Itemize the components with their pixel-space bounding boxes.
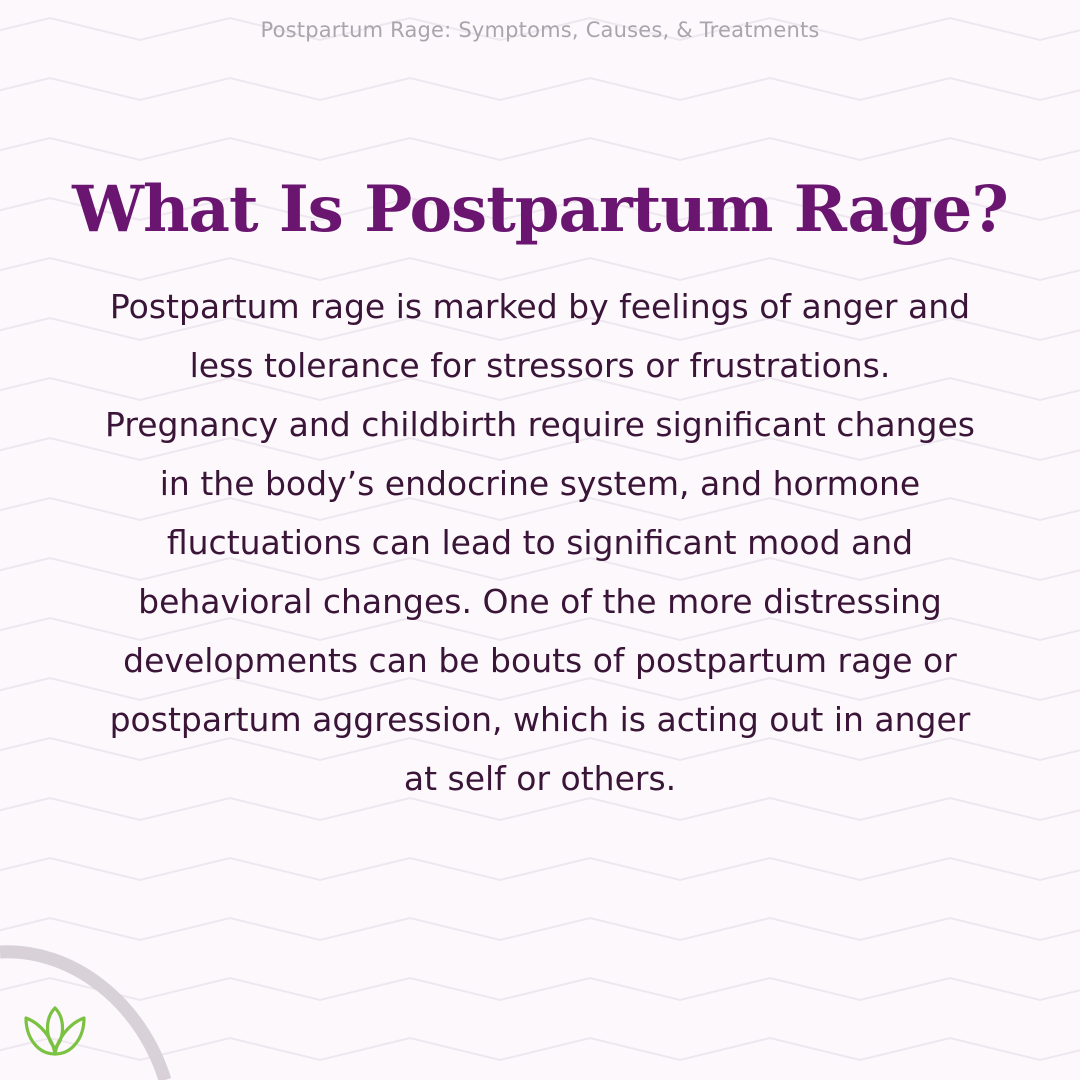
body-paragraph: Postpartum rage is marked by feelings of anger and less tolerance for stressors or frustrations. Pregnancy and childbirth require significant changes in the body’s endocrine system, and hormone fluctuations can lead to significant mood and behavioral changes. One of the more distressing developments can be bouts of postpartum rage or postpartum aggression, which is acting out in anger at self or others. — [105, 287, 975, 798]
zigzag-line — [0, 138, 1080, 160]
page-title: What Is Postpartum Rage? — [72, 172, 1008, 247]
leaf-lotus-icon — [22, 1002, 88, 1062]
zigzag-line — [0, 858, 1080, 880]
zigzag-line — [0, 78, 1080, 100]
series-title: Postpartum Rage: Symptoms, Causes, & Treatments — [260, 18, 820, 42]
